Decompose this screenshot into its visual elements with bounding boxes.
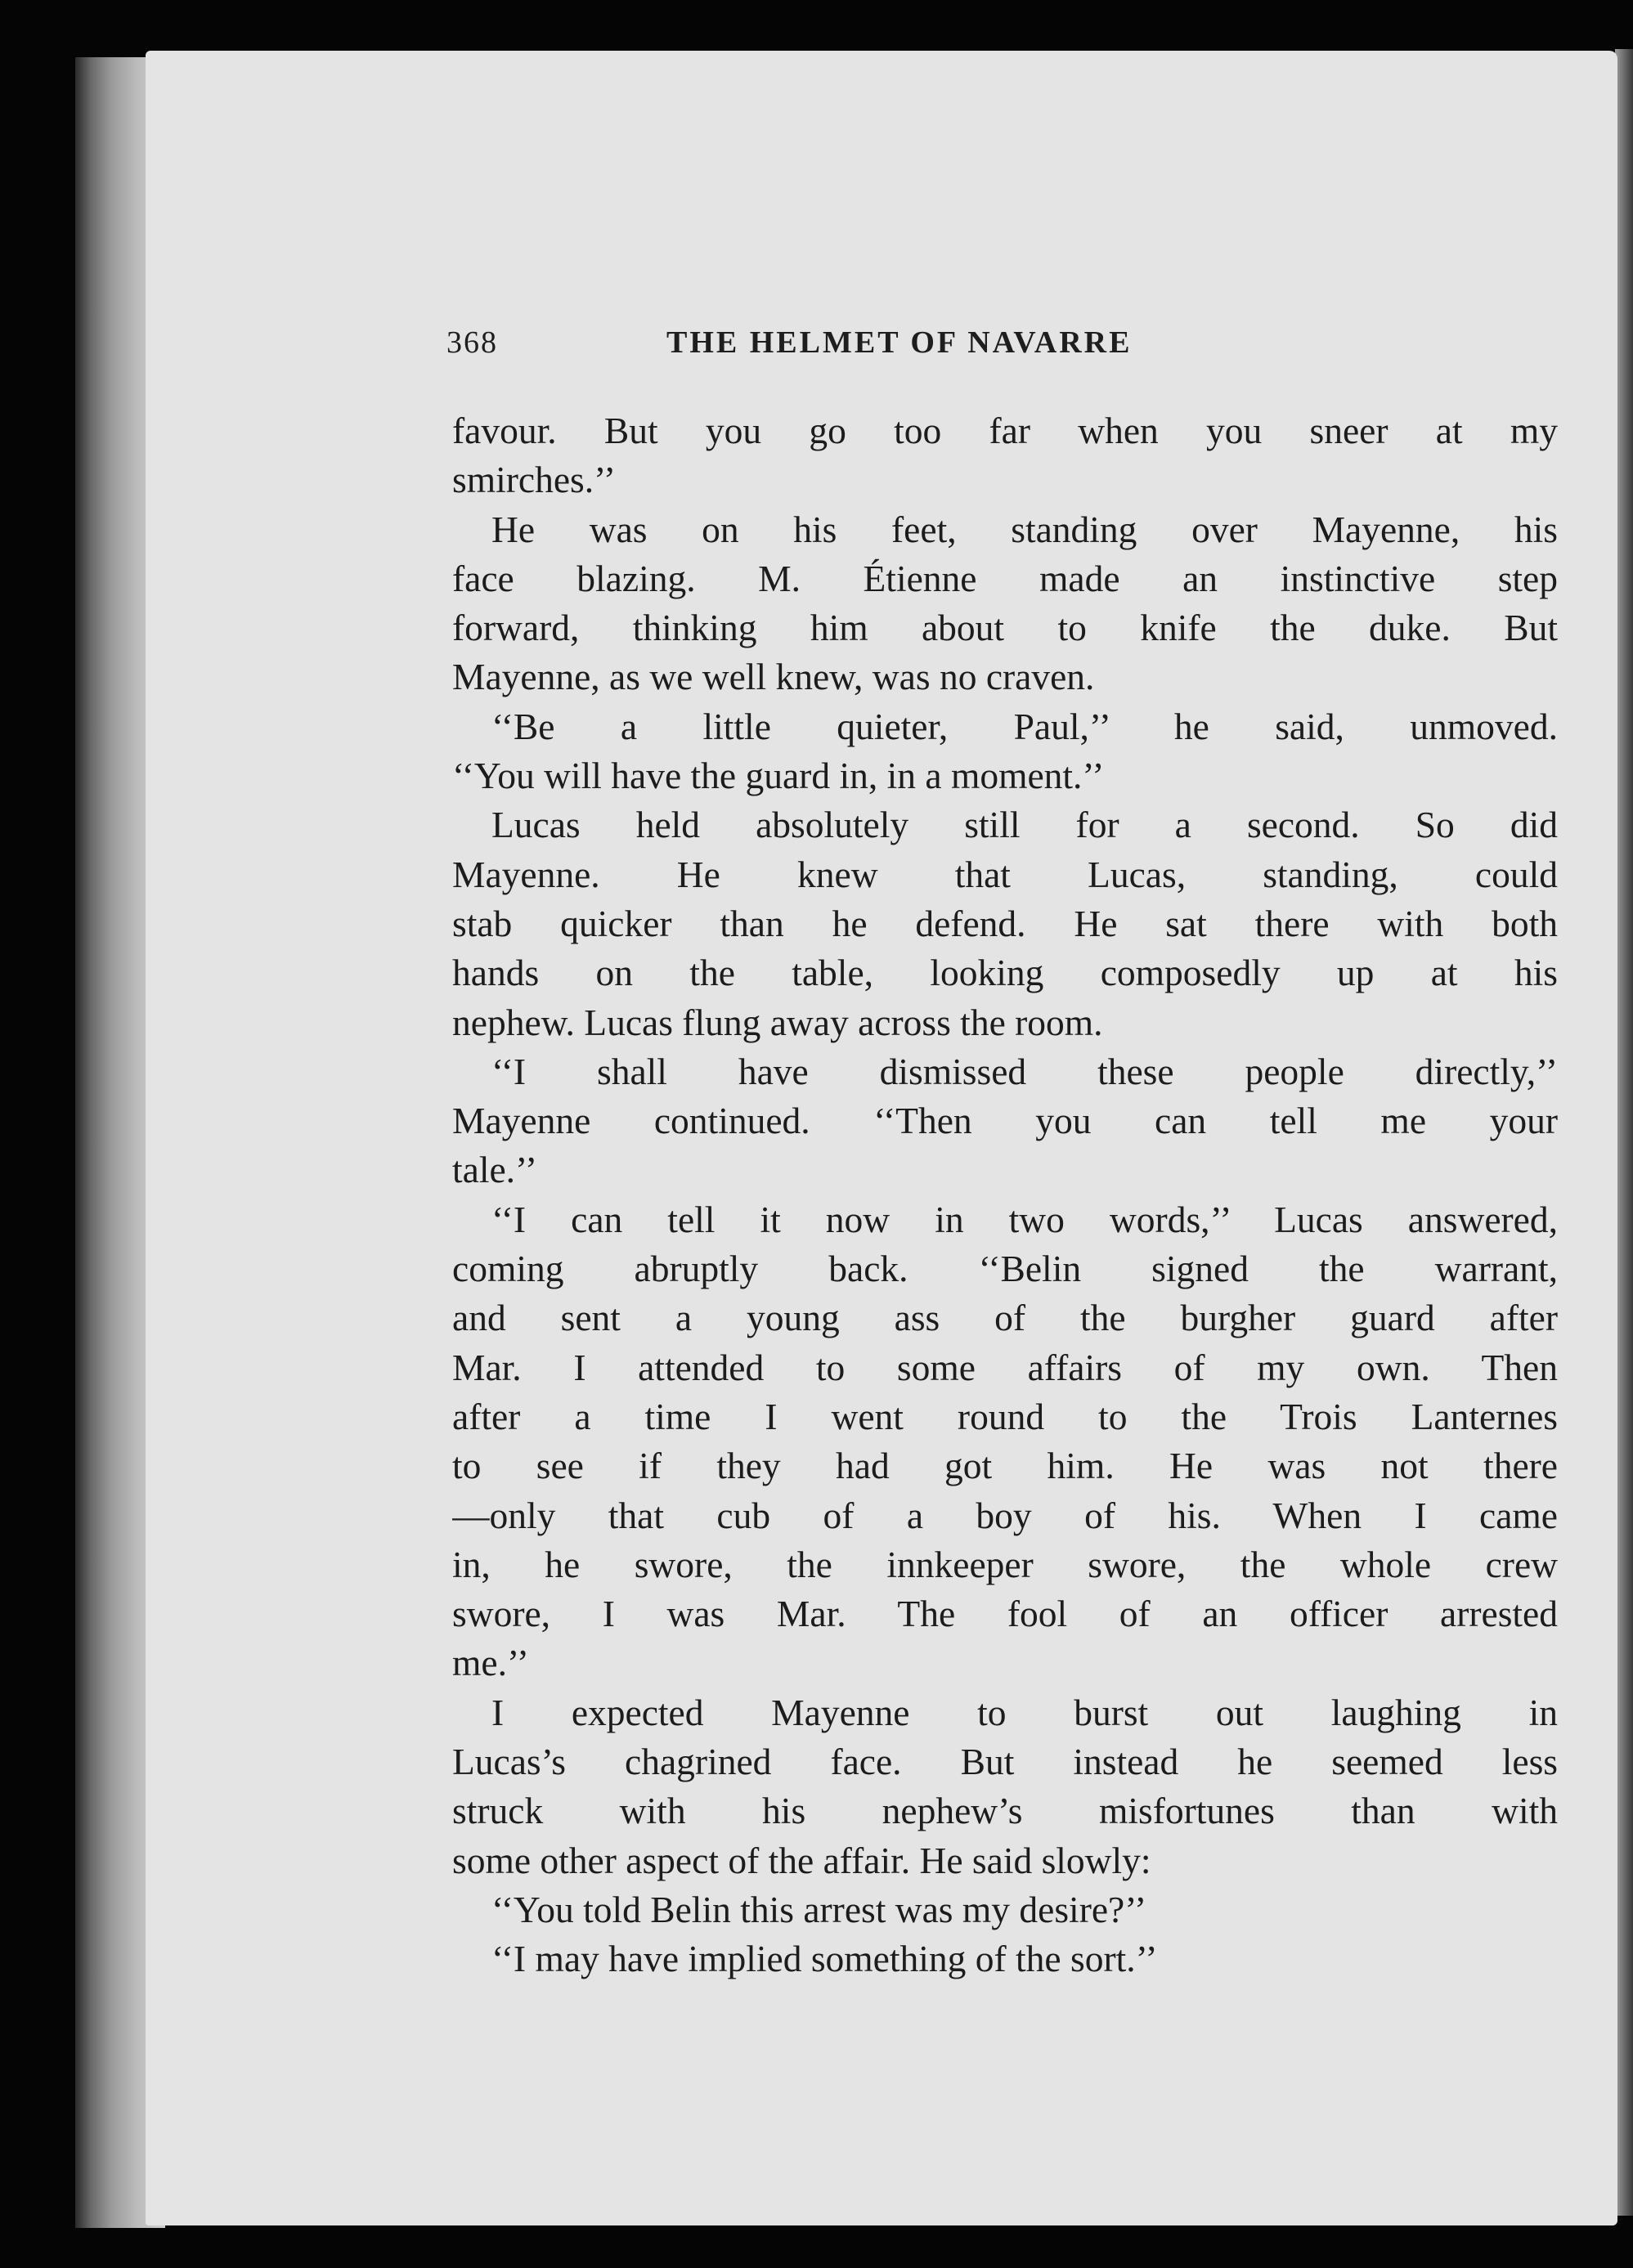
text-line: me.’’ <box>452 1642 529 1684</box>
text-line: smirches.’’ <box>452 459 617 501</box>
text-line: He was on his feet, standing over Mayenne, his <box>491 508 1558 550</box>
text-line: Mar. I attended to some affairs of my own. Then <box>452 1346 1558 1388</box>
page-stack-edge-right <box>1615 49 1633 2216</box>
book-page <box>146 51 1617 2225</box>
text-line: ‘‘Be a little quieter, Paul,’’ he said, unmoved. <box>491 705 1558 747</box>
text-line: and sent a young ass of the burgher guard after <box>452 1297 1558 1339</box>
text-line: nephew. Lucas flung away across the room. <box>452 1001 1103 1043</box>
text-line: ‘‘I can tell it now in two words,’’ Lucas answered, <box>491 1198 1558 1240</box>
text-line: coming abruptly back. ‘‘Belin signed the warrant, <box>452 1248 1558 1290</box>
text-line: —only that cub of a boy of his. When I came <box>452 1494 1558 1536</box>
text-line: tale.’’ <box>452 1149 537 1191</box>
text-line: some other aspect of the affair. He said slowly: <box>452 1839 1151 1881</box>
text-line: struck with his nephew’s misfortunes than with <box>452 1790 1558 1832</box>
page-number: 368 <box>446 325 498 360</box>
text-line: stab quicker than he defend. He sat there with both <box>452 902 1558 944</box>
text-line: ‘‘You told Belin this arrest was my desire?’’ <box>491 1888 1147 1930</box>
text-line: Mayenne continued. ‘‘Then you can tell me your <box>452 1100 1558 1142</box>
text-line: in, he swore, the innkeeper swore, the whole crew <box>452 1543 1558 1585</box>
text-line: after a time I went round to the Trois Lanternes <box>452 1395 1558 1437</box>
text-line: Lucas held absolutely still for a second. So did <box>491 804 1558 846</box>
text-line: swore, I was Mar. The fool of an officer arrested <box>452 1593 1558 1635</box>
running-head <box>146 325 1617 374</box>
text-line: Mayenne. He knew that Lucas, standing, could <box>452 853 1558 895</box>
text-line: ‘‘You will have the guard in, in a moment.’’ <box>452 755 1105 797</box>
text-line: forward, thinking him about to knife the duke. But <box>452 607 1558 649</box>
text-line: hands on the table, looking composedly up at his <box>452 952 1558 994</box>
text-line: favour. But you go too far when you sneer at my <box>452 410 1558 451</box>
text-line: Lucas’s chagrined face. But instead he seemed less <box>452 1741 1558 1783</box>
text-line: ‘‘I shall have dismissed these people directly,’’ <box>491 1050 1558 1092</box>
text-line: to see if they had got him. He was not there <box>452 1445 1558 1487</box>
body-text <box>452 406 1558 1984</box>
text-line: I expected Mayenne to burst out laughing in <box>491 1691 1558 1733</box>
text-line: Mayenne, as we well knew, was no craven. <box>452 656 1095 698</box>
text-line: face blazing. M. Étienne made an instinctive step <box>452 557 1558 599</box>
book-title: THE HELMET OF NAVARRE <box>666 325 1133 360</box>
text-line: ‘‘I may have implied something of the sort.’’ <box>491 1938 1158 1980</box>
